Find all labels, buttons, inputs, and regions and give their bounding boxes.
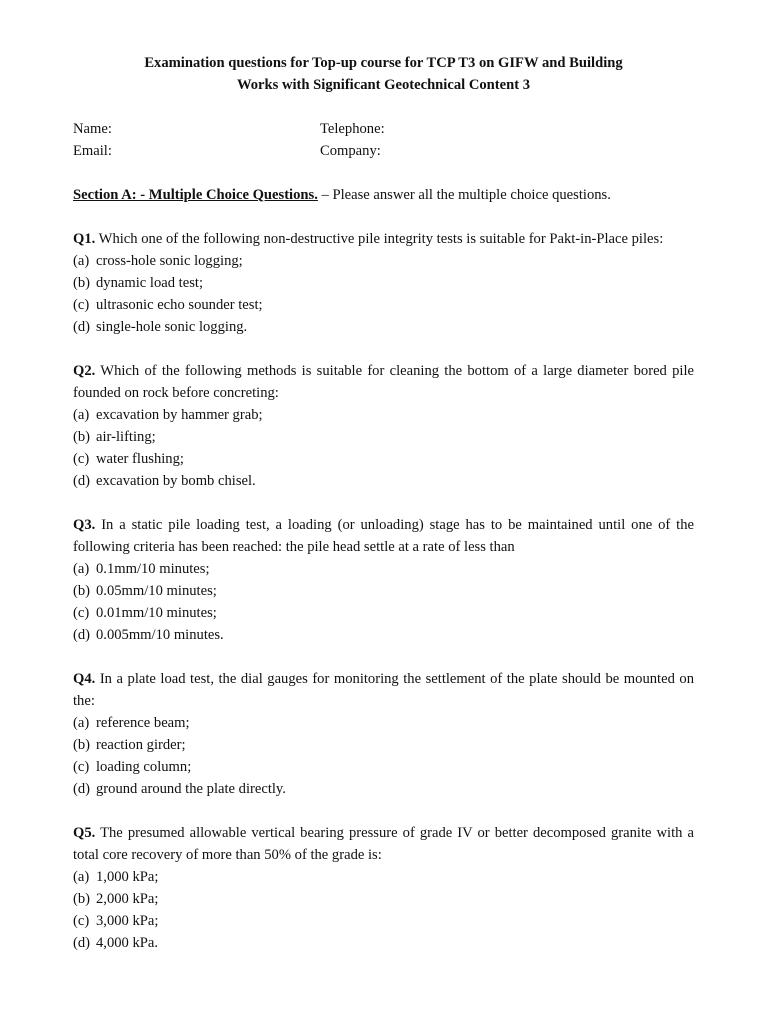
answer-option bbox=[73, 888, 694, 910]
question-text: In a plate load test, the dial gauges for monitoring the settlement of the plate should be mounted on the: bbox=[73, 671, 694, 709]
section-heading bbox=[73, 184, 694, 206]
option-key: (d) bbox=[73, 781, 91, 797]
document-page bbox=[73, 52, 694, 954]
option-key: (d) bbox=[73, 319, 91, 335]
question-stem bbox=[73, 514, 694, 558]
option-text: air-lifting; bbox=[96, 429, 156, 445]
option-key: (b) bbox=[73, 429, 91, 445]
answer-option bbox=[73, 316, 694, 338]
option-text: cross-hole sonic logging; bbox=[96, 253, 243, 269]
option-key: (d) bbox=[73, 627, 91, 643]
question-text: Which one of the following non-destructive pile integrity tests is suitable for Pakt-in-Place piles: bbox=[95, 231, 664, 247]
option-text: water flushing; bbox=[96, 451, 184, 467]
option-text: 0.1mm/10 minutes; bbox=[96, 561, 210, 577]
answer-option bbox=[73, 778, 694, 800]
option-text: reaction girder; bbox=[96, 737, 186, 753]
question-text: In a static pile loading test, a loading (or unloading) stage has to be maintained until one of the following criteria has been reached: the pile head settle at a rate of less than bbox=[73, 517, 694, 555]
option-text: excavation by hammer grab; bbox=[96, 407, 263, 423]
answer-option bbox=[73, 250, 694, 272]
option-text: 1,000 kPa; bbox=[96, 869, 159, 885]
name-label: Name: bbox=[73, 121, 112, 137]
company-label: Company: bbox=[320, 143, 381, 159]
telephone-label: Telephone: bbox=[320, 121, 385, 137]
section-title: Section A: - Multiple Choice Questions. bbox=[73, 187, 318, 203]
answer-option bbox=[73, 602, 694, 624]
question-list bbox=[73, 228, 694, 954]
option-key: (b) bbox=[73, 583, 91, 599]
question-number: Q5. bbox=[73, 825, 96, 841]
option-text: 0.01mm/10 minutes; bbox=[96, 605, 217, 621]
answer-option bbox=[73, 932, 694, 954]
question-text: Which of the following methods is suitable for cleaning the bottom of a large diameter bored pile founded on rock before concreting: bbox=[73, 363, 694, 401]
option-key: (b) bbox=[73, 891, 91, 907]
option-key: (c) bbox=[73, 451, 90, 467]
answer-option bbox=[73, 448, 694, 470]
option-key: (a) bbox=[73, 253, 90, 269]
answer-option bbox=[73, 712, 694, 734]
option-key: (b) bbox=[73, 275, 91, 291]
question-stem bbox=[73, 360, 694, 404]
option-key: (a) bbox=[73, 715, 90, 731]
option-text: 0.005mm/10 minutes. bbox=[96, 627, 224, 643]
candidate-fields bbox=[73, 118, 694, 162]
answer-option bbox=[73, 734, 694, 756]
email-label: Email: bbox=[73, 143, 112, 159]
option-key: (b) bbox=[73, 737, 91, 753]
answer-option bbox=[73, 580, 694, 602]
answer-option bbox=[73, 624, 694, 646]
answer-option bbox=[73, 426, 694, 448]
option-text: 4,000 kPa. bbox=[96, 935, 159, 951]
option-key: (a) bbox=[73, 869, 90, 885]
option-key: (c) bbox=[73, 913, 90, 929]
option-key: (c) bbox=[73, 605, 90, 621]
question-1 bbox=[73, 228, 694, 338]
option-key: (d) bbox=[73, 473, 91, 489]
section-instruction: – Please answer all the multiple choice questions. bbox=[317, 187, 611, 203]
question-number: Q2. bbox=[73, 363, 96, 379]
question-number: Q3. bbox=[73, 517, 96, 533]
question-text: The presumed allowable vertical bearing pressure of grade IV or better decomposed granite with a total core recovery of more than 50% of the grade is: bbox=[73, 825, 694, 863]
answer-option bbox=[73, 404, 694, 426]
question-3 bbox=[73, 514, 694, 646]
question-5 bbox=[73, 822, 694, 954]
question-2 bbox=[73, 360, 694, 492]
document-title-line-2: Works with Significant Geotechnical Content 3 bbox=[236, 77, 531, 93]
answer-option bbox=[73, 558, 694, 580]
question-stem bbox=[73, 228, 694, 250]
question-number: Q4. bbox=[73, 671, 96, 687]
option-key: (a) bbox=[73, 561, 90, 577]
field-row-1 bbox=[73, 118, 694, 140]
option-text: loading column; bbox=[96, 759, 192, 775]
question-4 bbox=[73, 668, 694, 800]
option-text: ultrasonic echo sounder test; bbox=[96, 297, 263, 313]
option-key: (a) bbox=[73, 407, 90, 423]
answer-option bbox=[73, 272, 694, 294]
question-stem bbox=[73, 822, 694, 866]
option-text: reference beam; bbox=[96, 715, 190, 731]
answer-option bbox=[73, 756, 694, 778]
question-number: Q1. bbox=[73, 231, 96, 247]
answer-option bbox=[73, 294, 694, 316]
answer-option bbox=[73, 866, 694, 888]
answer-option bbox=[73, 470, 694, 492]
option-key: (d) bbox=[73, 935, 91, 951]
option-text: single-hole sonic logging. bbox=[96, 319, 248, 335]
option-text: dynamic load test; bbox=[96, 275, 203, 291]
option-text: 0.05mm/10 minutes; bbox=[96, 583, 217, 599]
document-title-line-1: Examination questions for Top-up course for TCP T3 on GIFW and Building bbox=[144, 55, 623, 71]
option-text: 2,000 kPa; bbox=[96, 891, 159, 907]
option-text: 3,000 kPa; bbox=[96, 913, 159, 929]
field-row-2 bbox=[73, 140, 694, 162]
option-text: excavation by bomb chisel. bbox=[96, 473, 256, 489]
option-key: (c) bbox=[73, 759, 90, 775]
answer-option bbox=[73, 910, 694, 932]
option-text: ground around the plate directly. bbox=[96, 781, 286, 797]
question-stem bbox=[73, 668, 694, 712]
option-key: (c) bbox=[73, 297, 90, 313]
